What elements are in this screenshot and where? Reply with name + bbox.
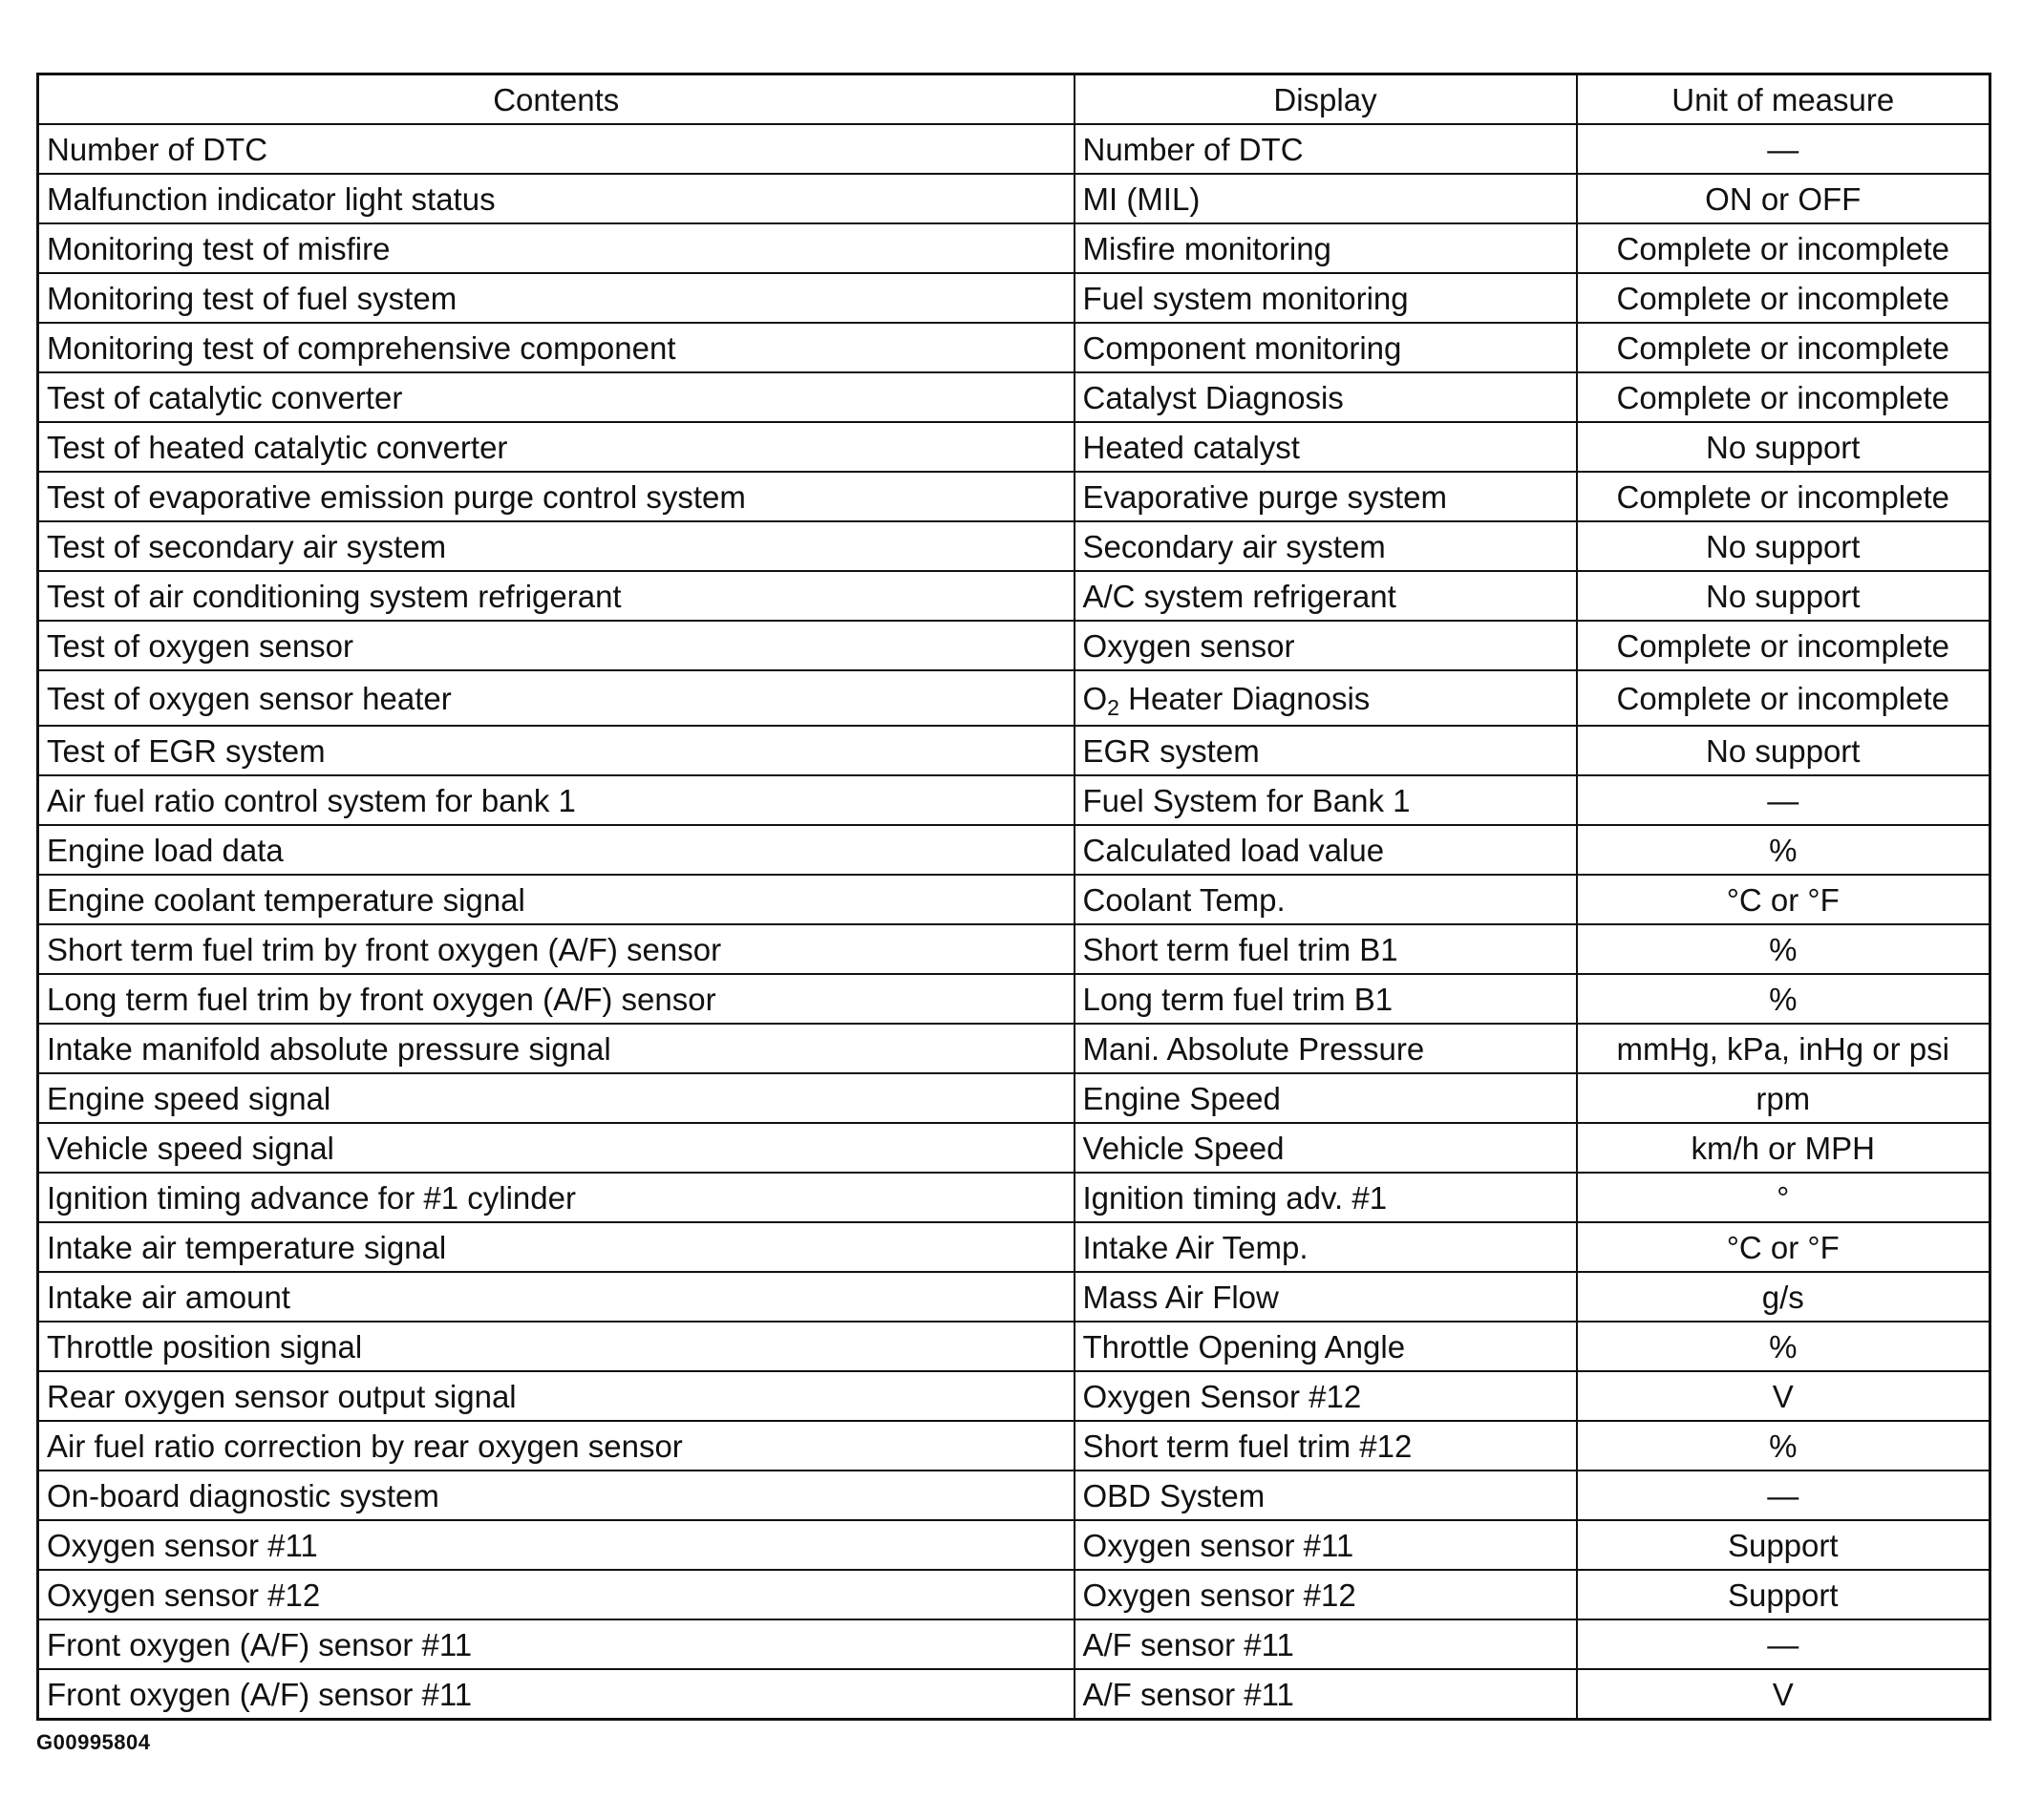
cell-unit: Complete or incomplete <box>1577 621 1990 670</box>
cell-display: MI (MIL) <box>1075 174 1577 223</box>
cell-unit: ON or OFF <box>1577 174 1990 223</box>
table-row <box>38 726 1990 775</box>
cell-contents: Air fuel ratio correction by rear oxygen sensor <box>38 1421 1075 1471</box>
cell-display: Fuel System for Bank 1 <box>1075 775 1577 825</box>
cell-unit: Complete or incomplete <box>1577 372 1990 422</box>
cell-unit: % <box>1577 1322 1990 1371</box>
table-row <box>38 1173 1990 1222</box>
cell-contents: Front oxygen (A/F) sensor #11 <box>38 1669 1075 1720</box>
cell-unit: °C or °F <box>1577 1222 1990 1272</box>
cell-unit: — <box>1577 1471 1990 1520</box>
cell-contents: Test of heated catalytic converter <box>38 422 1075 472</box>
cell-display: Long term fuel trim B1 <box>1075 974 1577 1024</box>
cell-contents: Test of oxygen sensor heater <box>38 670 1075 726</box>
cell-unit: Complete or incomplete <box>1577 273 1990 323</box>
cell-unit: ° <box>1577 1173 1990 1222</box>
cell-contents: Monitoring test of fuel system <box>38 273 1075 323</box>
cell-display: Heated catalyst <box>1075 422 1577 472</box>
cell-display: A/F sensor #11 <box>1075 1619 1577 1669</box>
cell-unit: °C or °F <box>1577 875 1990 924</box>
cell-contents: Engine coolant temperature signal <box>38 875 1075 924</box>
obd-data-table <box>36 73 1991 1721</box>
table-row <box>38 1421 1990 1471</box>
table-row <box>38 775 1990 825</box>
table-row <box>38 1073 1990 1123</box>
obd-data-table-container <box>36 73 1989 1721</box>
cell-unit: Complete or incomplete <box>1577 472 1990 521</box>
cell-unit: Complete or incomplete <box>1577 223 1990 273</box>
cell-display: Oxygen sensor #11 <box>1075 1520 1577 1570</box>
table-row <box>38 323 1990 372</box>
table-row <box>38 1371 1990 1421</box>
header-row <box>38 74 1990 125</box>
header-display: Display <box>1075 74 1577 125</box>
cell-display: Ignition timing adv. #1 <box>1075 1173 1577 1222</box>
cell-contents: Rear oxygen sensor output signal <box>38 1371 1075 1421</box>
cell-contents: On-board diagnostic system <box>38 1471 1075 1520</box>
table-row <box>38 124 1990 174</box>
cell-unit: km/h or MPH <box>1577 1123 1990 1173</box>
cell-display: EGR system <box>1075 726 1577 775</box>
cell-unit: rpm <box>1577 1073 1990 1123</box>
cell-display: Oxygen sensor <box>1075 621 1577 670</box>
cell-contents: Front oxygen (A/F) sensor #11 <box>38 1619 1075 1669</box>
cell-display: Oxygen Sensor #12 <box>1075 1371 1577 1421</box>
cell-unit: V <box>1577 1371 1990 1421</box>
table-row <box>38 1471 1990 1520</box>
cell-display: Secondary air system <box>1075 521 1577 571</box>
cell-unit: g/s <box>1577 1272 1990 1322</box>
cell-contents: Test of evaporative emission purge control system <box>38 472 1075 521</box>
cell-contents: Engine load data <box>38 825 1075 875</box>
cell-display: A/F sensor #11 <box>1075 1669 1577 1720</box>
cell-contents: Test of secondary air system <box>38 521 1075 571</box>
cell-contents: Intake air amount <box>38 1272 1075 1322</box>
table-row <box>38 670 1990 726</box>
table-row <box>38 223 1990 273</box>
o2-subscript: 2 <box>1107 694 1120 720</box>
table-row <box>38 571 1990 621</box>
table-row <box>38 1669 1990 1720</box>
cell-unit: — <box>1577 775 1990 825</box>
table-row <box>38 924 1990 974</box>
cell-unit: No support <box>1577 571 1990 621</box>
cell-unit: No support <box>1577 422 1990 472</box>
cell-unit: V <box>1577 1669 1990 1720</box>
cell-unit: mmHg, kPa, inHg or psi <box>1577 1024 1990 1073</box>
cell-contents: Oxygen sensor #12 <box>38 1570 1075 1619</box>
cell-display: Throttle Opening Angle <box>1075 1322 1577 1371</box>
table-row <box>38 273 1990 323</box>
cell-contents: Throttle position signal <box>38 1322 1075 1371</box>
table-row <box>38 422 1990 472</box>
cell-display: Mani. Absolute Pressure <box>1075 1024 1577 1073</box>
table-row <box>38 472 1990 521</box>
cell-unit: % <box>1577 924 1990 974</box>
header-contents: Contents <box>38 74 1075 125</box>
cell-display: Short term fuel trim #12 <box>1075 1421 1577 1471</box>
cell-contents: Test of oxygen sensor <box>38 621 1075 670</box>
cell-unit: — <box>1577 1619 1990 1669</box>
cell-unit: Support <box>1577 1570 1990 1619</box>
cell-unit: — <box>1577 124 1990 174</box>
cell-contents: Test of catalytic converter <box>38 372 1075 422</box>
cell-unit: Complete or incomplete <box>1577 670 1990 726</box>
cell-contents: Test of air conditioning system refrigerant <box>38 571 1075 621</box>
cell-display: Short term fuel trim B1 <box>1075 924 1577 974</box>
cell-contents: Vehicle speed signal <box>38 1123 1075 1173</box>
table-row <box>38 1322 1990 1371</box>
cell-display: Catalyst Diagnosis <box>1075 372 1577 422</box>
cell-display: Number of DTC <box>1075 124 1577 174</box>
cell-display: Oxygen sensor #12 <box>1075 1570 1577 1619</box>
o2-suffix: Heater Diagnosis <box>1119 680 1371 716</box>
cell-unit: % <box>1577 825 1990 875</box>
cell-contents: Short term fuel trim by front oxygen (A/F) sensor <box>38 924 1075 974</box>
cell-display: Mass Air Flow <box>1075 1272 1577 1322</box>
cell-display: Intake Air Temp. <box>1075 1222 1577 1272</box>
cell-unit: No support <box>1577 521 1990 571</box>
cell-display: Evaporative purge system <box>1075 472 1577 521</box>
table-row <box>38 1520 1990 1570</box>
table-row <box>38 825 1990 875</box>
cell-unit: Complete or incomplete <box>1577 323 1990 372</box>
table-row <box>38 1123 1990 1173</box>
cell-contents: Intake manifold absolute pressure signal <box>38 1024 1075 1073</box>
table-row <box>38 174 1990 223</box>
cell-display: A/C system refrigerant <box>1075 571 1577 621</box>
cell-display: Fuel system monitoring <box>1075 273 1577 323</box>
cell-display <box>1075 670 1577 726</box>
cell-unit: % <box>1577 1421 1990 1471</box>
cell-contents: Monitoring test of comprehensive component <box>38 323 1075 372</box>
table-row <box>38 875 1990 924</box>
header-unit-of-measure: Unit of measure <box>1577 74 1990 125</box>
cell-display: Engine Speed <box>1075 1073 1577 1123</box>
table-row <box>38 521 1990 571</box>
cell-contents: Intake air temperature signal <box>38 1222 1075 1272</box>
cell-display: Vehicle Speed <box>1075 1123 1577 1173</box>
cell-contents: Ignition timing advance for #1 cylinder <box>38 1173 1075 1222</box>
cell-contents: Number of DTC <box>38 124 1075 174</box>
cell-display: Component monitoring <box>1075 323 1577 372</box>
o2-prefix: O <box>1082 680 1108 716</box>
cell-unit: Support <box>1577 1520 1990 1570</box>
table-row <box>38 974 1990 1024</box>
cell-contents: Air fuel ratio control system for bank 1 <box>38 775 1075 825</box>
table-row <box>38 621 1990 670</box>
cell-display: OBD System <box>1075 1471 1577 1520</box>
cell-contents: Long term fuel trim by front oxygen (A/F) sensor <box>38 974 1075 1024</box>
table-row <box>38 1619 1990 1669</box>
table-row <box>38 1272 1990 1322</box>
cell-display: Coolant Temp. <box>1075 875 1577 924</box>
cell-contents: Test of EGR system <box>38 726 1075 775</box>
table-row <box>38 1570 1990 1619</box>
cell-unit: No support <box>1577 726 1990 775</box>
cell-contents: Malfunction indicator light status <box>38 174 1075 223</box>
cell-contents: Oxygen sensor #11 <box>38 1520 1075 1570</box>
table-row <box>38 372 1990 422</box>
cell-display: Calculated load value <box>1075 825 1577 875</box>
cell-contents: Monitoring test of misfire <box>38 223 1075 273</box>
figure-id: G00995804 <box>36 1730 151 1754</box>
cell-display: Misfire monitoring <box>1075 223 1577 273</box>
cell-contents: Engine speed signal <box>38 1073 1075 1123</box>
cell-unit: % <box>1577 974 1990 1024</box>
table-row <box>38 1024 1990 1073</box>
table-row <box>38 1222 1990 1272</box>
